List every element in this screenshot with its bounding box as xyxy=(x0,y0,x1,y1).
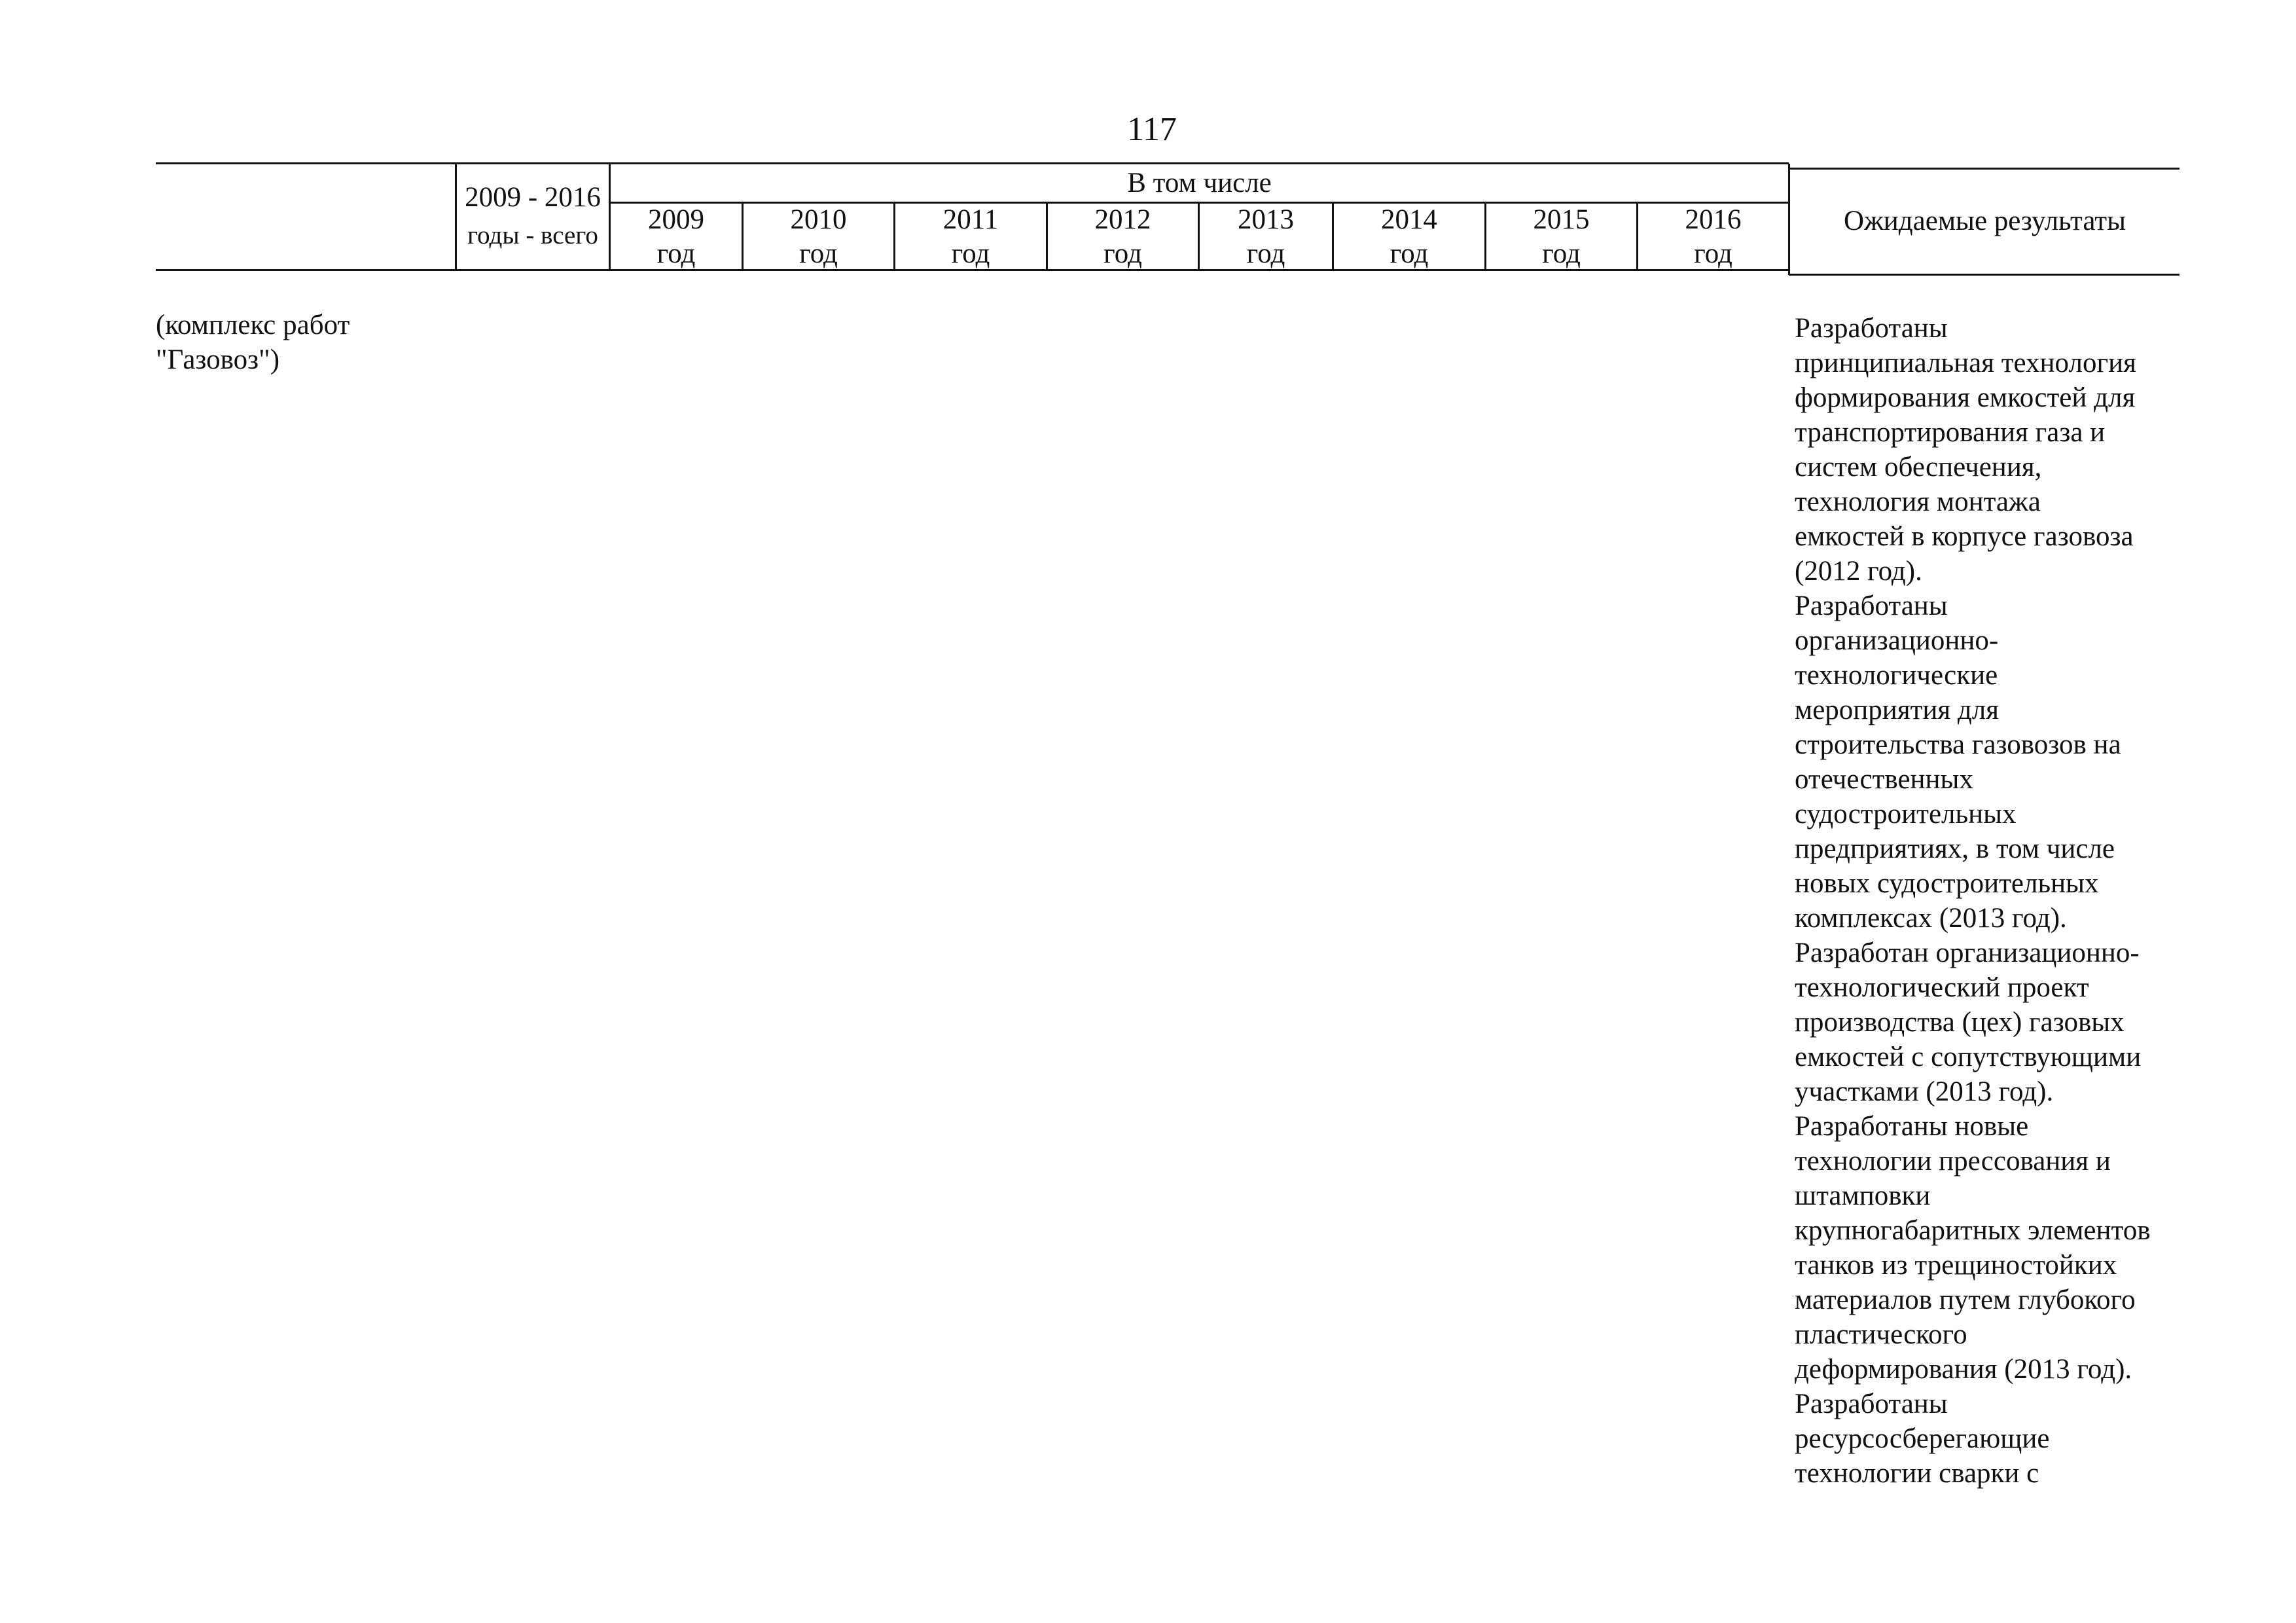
year-unit: год xyxy=(1103,238,1142,269)
results-line: Разработан организационно- xyxy=(1795,938,2140,968)
results-line: Разработаны xyxy=(1795,591,1948,621)
results-line: пластического xyxy=(1795,1319,1967,1350)
results-line: Разработаны xyxy=(1795,313,1948,344)
results-line: Разработаны xyxy=(1795,1389,1948,1419)
results-line: технологический проект xyxy=(1795,972,2089,1003)
results-line: технологические xyxy=(1795,660,1998,691)
results-line: систем обеспечения, xyxy=(1795,452,2042,483)
year-header-2013: 2013 xyxy=(1238,204,1294,235)
year-header-2011: 2011 xyxy=(942,204,999,235)
results-line: новых судостроительных xyxy=(1795,868,2099,899)
year-header-2012: 2012 xyxy=(1094,204,1151,235)
results-line: участками (2013 год). xyxy=(1795,1076,2054,1107)
results-line: предприятиях, в том числе xyxy=(1795,833,2115,864)
row-name-line1: (комплекс работ xyxy=(156,310,350,340)
year-unit: год xyxy=(1390,238,1429,269)
year-unit: год xyxy=(1246,238,1285,269)
year-header-2016: 2016 xyxy=(1685,204,1742,235)
results-line: производства (цех) газовых xyxy=(1795,1007,2125,1038)
results-line: технология монтажа xyxy=(1795,486,2041,517)
header-top-rule-right xyxy=(1789,168,2179,170)
results-line: материалов путем глубокого xyxy=(1795,1285,2136,1315)
results-line: Разработаны новые xyxy=(1795,1111,2029,1142)
header-bottom-rule-right xyxy=(1789,274,2179,276)
results-line: транспортирования газа и xyxy=(1795,417,2106,448)
results-line: штамповки xyxy=(1795,1180,1931,1211)
year-unit: год xyxy=(1694,238,1732,269)
results-line: мероприятия для xyxy=(1795,695,2000,725)
year-unit: год xyxy=(656,238,696,269)
including-header: В том числе xyxy=(1127,168,1272,198)
results-line: емкостей в корпусе газовоза xyxy=(1795,521,2134,552)
results-line: (2012 год). xyxy=(1795,556,1922,587)
year-unit: год xyxy=(1542,238,1581,269)
results-line: организационно- xyxy=(1795,625,1999,656)
results-line: принципиальная технология xyxy=(1795,348,2136,378)
expected-results xyxy=(1795,311,2187,1491)
results-line: танков из трещиностойких xyxy=(1795,1250,2117,1281)
results-header: Ожидаемые результаты xyxy=(1844,206,2126,236)
results-line: технологии сварки с xyxy=(1795,1458,2039,1489)
results-line: отечественных xyxy=(1795,764,1973,795)
results-line: емкостей с сопутствующими xyxy=(1795,1042,2142,1072)
page-number: 117 xyxy=(1126,111,1177,148)
results-line: формирования емкостей для xyxy=(1795,382,2136,413)
results-line: технологии прессования и xyxy=(1795,1146,2111,1176)
total-header-line2: годы - всего xyxy=(467,221,598,249)
row-name-line2: "Газовоз") xyxy=(156,344,280,375)
results-line: комплексах (2013 год). xyxy=(1795,903,2067,934)
year-unit: год xyxy=(951,238,990,269)
year-header-2015: 2015 xyxy=(1533,204,1590,235)
header-top-rule-left xyxy=(156,162,1789,164)
results-line: строительства газовозов на xyxy=(1795,729,2121,760)
col-divider xyxy=(455,164,457,270)
year-header-2009: 2009 xyxy=(648,204,704,235)
year-unit: год xyxy=(799,238,838,269)
results-line: крупногабаритных элементов xyxy=(1795,1215,2151,1246)
total-header-line1: 2009 - 2016 xyxy=(465,182,601,213)
results-line: ресурсосберегающие xyxy=(1795,1423,2050,1454)
year-header-2014: 2014 xyxy=(1381,204,1437,235)
year-header-2010: 2010 xyxy=(790,204,847,235)
results-line: судостроительных xyxy=(1795,799,2017,830)
results-line: деформирования (2013 год). xyxy=(1795,1354,2132,1385)
